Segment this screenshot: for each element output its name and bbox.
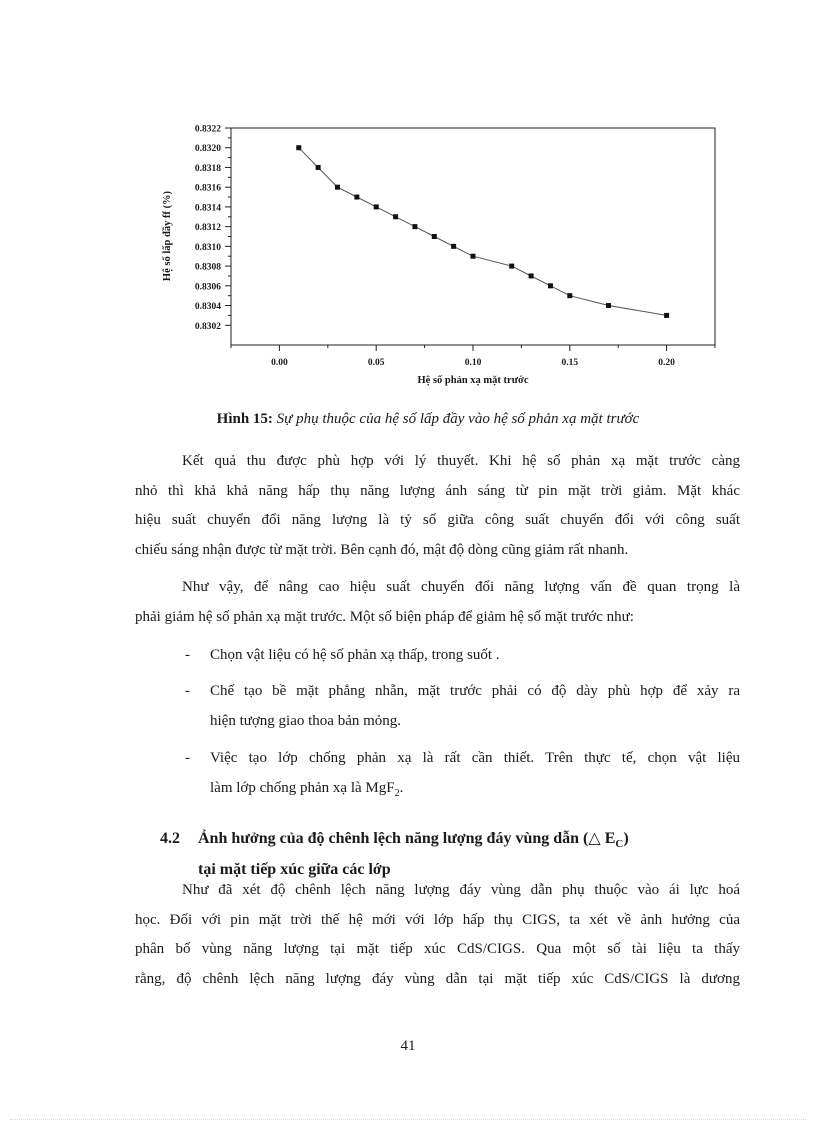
figure-caption-text: Sự phụ thuộc của hệ số lấp đầy vào hệ số phản xạ mặt trước bbox=[276, 411, 640, 427]
text-line: Kết quả thu được phù hợp với lý thuyết. Khi hệ số phản xạ mặt trước càng bbox=[182, 453, 740, 469]
figure-label: Hình 15: bbox=[216, 411, 273, 427]
section-title-text: Ảnh hưởng của độ chênh lệch năng lượng đáy vùng dẫn ( bbox=[198, 830, 589, 847]
bullet-item-2 bbox=[185, 677, 740, 736]
series-line bbox=[299, 148, 667, 316]
figure-caption bbox=[0, 411, 816, 428]
data-point bbox=[432, 234, 437, 239]
paragraph-3 bbox=[135, 876, 740, 994]
data-point bbox=[664, 313, 669, 318]
y-tick-label: 0.8320 bbox=[194, 144, 221, 155]
data-point bbox=[529, 273, 534, 278]
y-tick-label: 0.8302 bbox=[194, 321, 221, 332]
page-bottom-rule bbox=[10, 1119, 806, 1120]
bullet-item-3 bbox=[185, 744, 740, 808]
page-number: 41 bbox=[400, 1038, 416, 1054]
x-axis-ticks bbox=[231, 345, 715, 368]
y-tick-label: 0.8306 bbox=[194, 282, 221, 293]
y-tick-label: 0.8314 bbox=[194, 203, 221, 214]
section-number: 4.2 bbox=[160, 830, 180, 847]
data-markers bbox=[296, 145, 669, 318]
y-tick-label: 0.8318 bbox=[194, 163, 221, 174]
bullet-item-1 bbox=[185, 641, 740, 671]
data-point bbox=[296, 145, 301, 150]
section-heading bbox=[160, 826, 750, 883]
text-line: học. Đối với pin mặt trời thế hệ mới với lớp hấp thụ CIGS, ta xét về ảnh hưởng của bbox=[135, 911, 740, 928]
text-fragment: . bbox=[399, 779, 404, 796]
data-point bbox=[374, 204, 379, 209]
x-tick-label: 0.20 bbox=[658, 358, 675, 368]
bullet-marker: - bbox=[185, 647, 190, 663]
data-point bbox=[451, 244, 456, 249]
x-tick-label: 0.00 bbox=[271, 358, 288, 368]
data-point bbox=[567, 293, 572, 298]
y-axis-ticks bbox=[195, 125, 231, 332]
text-line: phân bố vùng năng lượng tại mặt tiếp xúc CdS/CIGS. Qua một số tài liệu ta thấy bbox=[135, 941, 740, 957]
x-tick-label: 0.15 bbox=[561, 358, 579, 368]
y-tick-label: 0.8308 bbox=[194, 262, 221, 273]
y-tick-label: 0.8310 bbox=[194, 242, 221, 253]
text-line: phải giảm hệ số phản xạ mặt trước. Một số biện pháp để giảm hệ số mặt trước như: bbox=[135, 608, 634, 625]
plot-frame bbox=[231, 128, 715, 345]
y-axis-label: Hệ số lấp đầy ff (%) bbox=[162, 190, 173, 282]
y-tick-label: 0.8312 bbox=[194, 223, 221, 234]
delta-symbol: △ bbox=[588, 830, 601, 847]
x-tick-label: 0.05 bbox=[367, 358, 385, 368]
text-fragment: làm lớp chống phản xạ là MgF bbox=[210, 779, 395, 796]
subscript: C bbox=[615, 838, 624, 851]
text-line: Việc tạo lớp chống phản xạ là rất cần thiết. Trên thực tế, chọn vật liệu bbox=[210, 750, 740, 766]
subscript: 2 bbox=[394, 787, 400, 799]
y-tick-label: 0.8322 bbox=[194, 124, 221, 135]
text-line bbox=[210, 774, 740, 809]
chart-axes bbox=[231, 128, 715, 345]
x-tick-label: 0.10 bbox=[464, 358, 482, 368]
data-point bbox=[393, 214, 398, 219]
text-line: nhỏ thì khả khả năng hấp thụ năng lượng ánh sáng từ pin mặt trời giảm. Mặt khác bbox=[135, 482, 740, 499]
text-line: Chọn vật liệu có hệ số phản xạ thấp, trong suốt . bbox=[210, 647, 500, 663]
text-line: rằng, độ chênh lệch năng lượng đáy vùng dẫn tại mặt tiếp xúc CdS/CIGS là dương bbox=[135, 970, 740, 987]
data-point bbox=[509, 264, 514, 269]
data-point bbox=[471, 254, 476, 259]
text-line: hiện tượng giao thoa bản mỏng. bbox=[210, 712, 402, 729]
y-tick-label: 0.8316 bbox=[194, 183, 221, 194]
x-axis-label: Hệ số phản xạ mặt trước bbox=[417, 375, 529, 386]
data-point bbox=[335, 185, 340, 190]
bullet-marker: - bbox=[185, 683, 190, 699]
fill-factor-chart bbox=[150, 118, 730, 398]
closing-paren: ) bbox=[623, 830, 629, 847]
text-line: hiệu suất chuyển đổi năng lượng là tỷ số giữa công suất chuyển đổi với công suất bbox=[135, 512, 740, 528]
text-line: chiếu sáng nhận được từ mặt trời. Bên cạnh đó, mật độ dòng cũng giảm rất nhanh. bbox=[135, 541, 629, 558]
paragraph-2 bbox=[135, 573, 740, 632]
energy-symbol: E bbox=[604, 830, 616, 847]
text-line: Như vậy, để nâng cao hiệu suất chuyển đổi năng lượng vấn đề quan trọng là bbox=[182, 579, 740, 595]
text-line: Chế tạo bề mặt phẳng nhẵn, mặt trước phải có độ dày phù hợp để xảy ra bbox=[210, 683, 740, 699]
section-title-line-2: tại mặt tiếp xúc giữa các lớp bbox=[198, 861, 391, 879]
data-point bbox=[412, 224, 417, 229]
data-point bbox=[316, 165, 321, 170]
data-point bbox=[354, 195, 359, 200]
section-title-line-1 bbox=[198, 826, 750, 857]
bullet-marker: - bbox=[185, 750, 190, 766]
text-line: Như đã xét độ chênh lệch năng lượng đáy vùng dẫn phụ thuộc vào ái lực hoá bbox=[182, 882, 740, 898]
data-point bbox=[548, 283, 553, 288]
y-tick-label: 0.8304 bbox=[194, 302, 221, 313]
data-point bbox=[606, 303, 611, 308]
paragraph-1 bbox=[135, 447, 740, 565]
